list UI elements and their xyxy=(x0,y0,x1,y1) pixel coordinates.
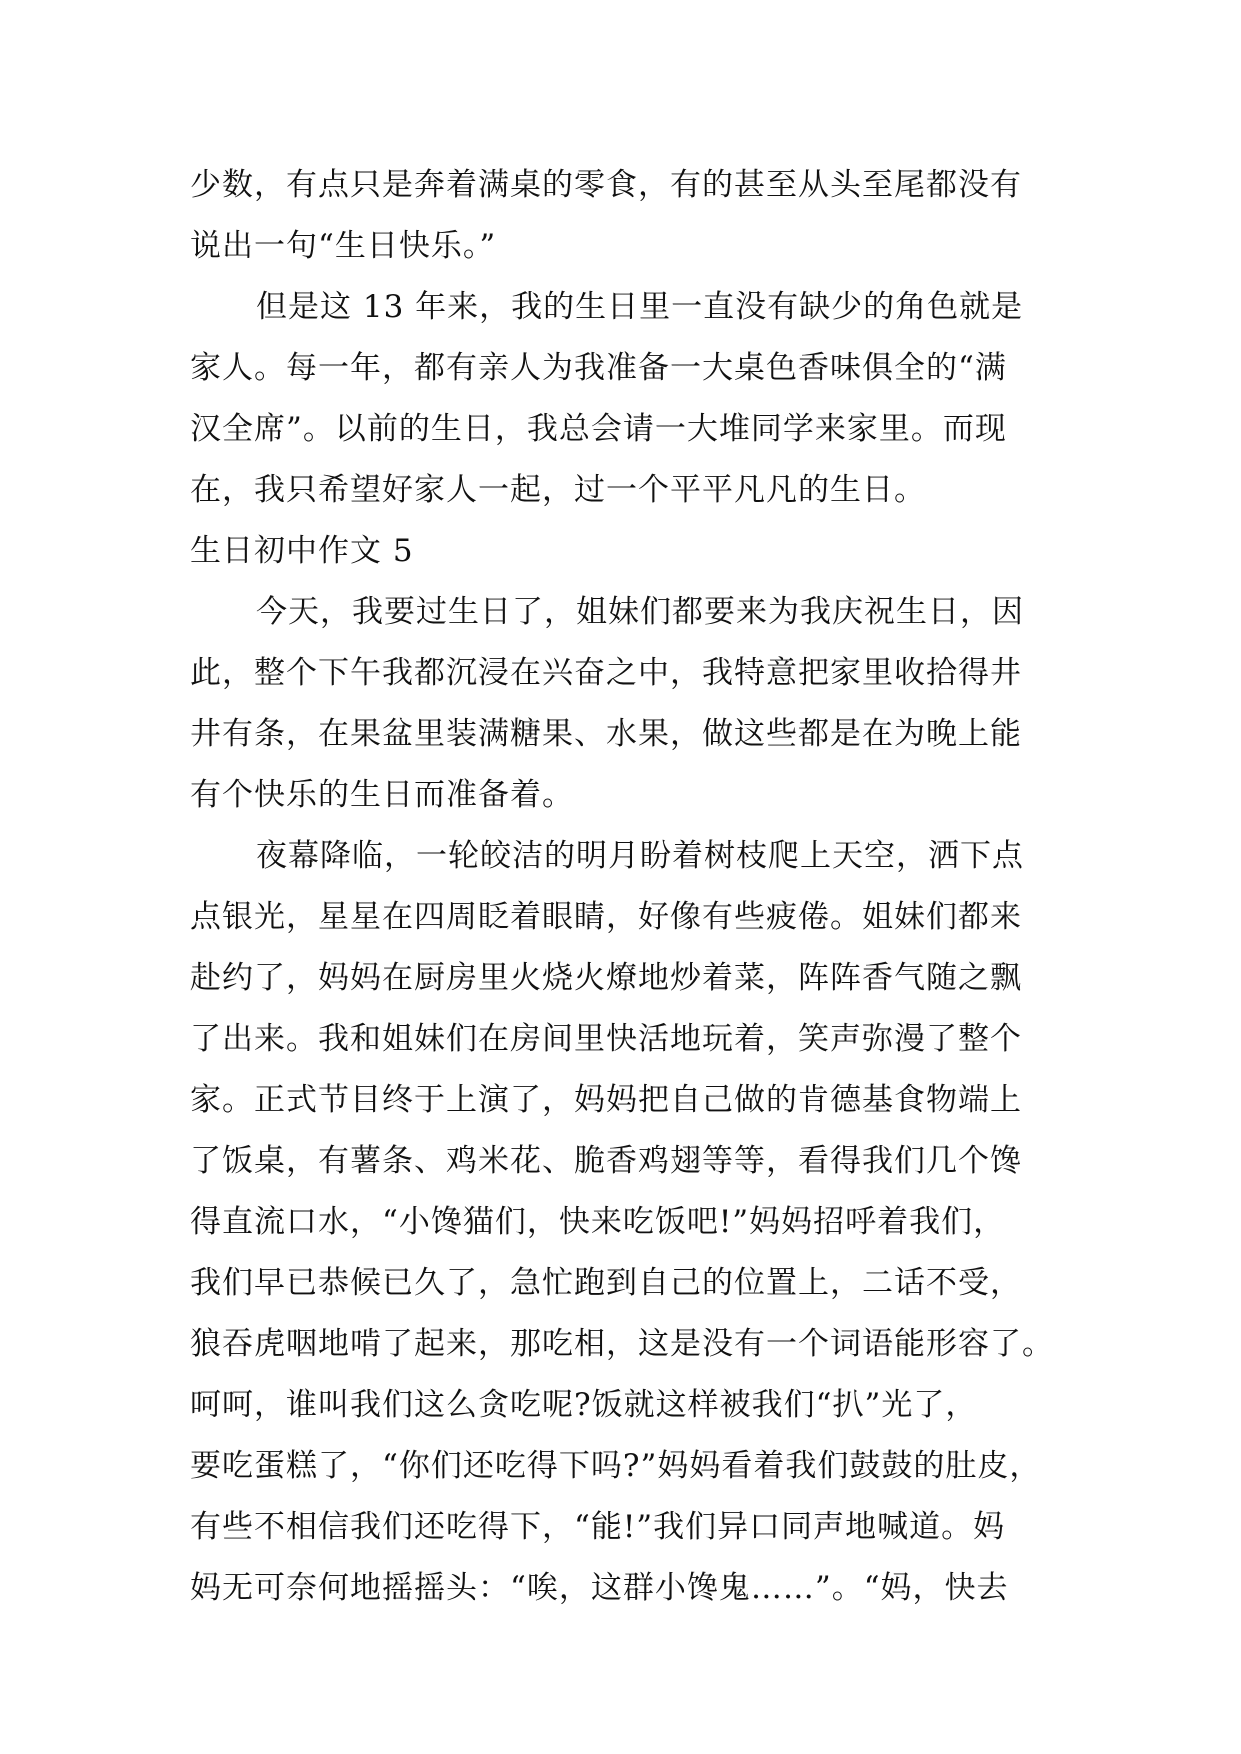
document-body xyxy=(190,155,1052,1619)
section-heading: 生日初中作文 5 xyxy=(190,533,414,569)
text-line: 井有条，在果盆里装满糖果、水果，做这些都是在为晚上能 xyxy=(190,716,1022,752)
text-line: 了饭桌，有薯条、鸡米花、脆香鸡翅等等，看得我们几个馋 xyxy=(190,1143,1022,1179)
text-line: 家。正式节目终于上演了，妈妈把自己做的肯德基食物端上 xyxy=(190,1082,1022,1118)
text-line: 点银光，星星在四周眨着眼睛，好像有些疲倦。姐妹们都来 xyxy=(190,899,1022,935)
text-line: 汉全席”。以前的生日，我总会请一大堆同学来家里。而现 xyxy=(190,411,1007,447)
text-line: 狼吞虎咽地啃了起来，那吃相，这是没有一个词语能形容了。 xyxy=(190,1326,1054,1362)
text-line: 此，整个下午我都沉浸在兴奋之中，我特意把家里收拾得井 xyxy=(190,655,1022,691)
text-line: 得直流口水，“小馋猫们，快来吃饭吧!”妈妈招呼着我们， xyxy=(190,1204,1006,1240)
text-line: 家人。每一年，都有亲人为我准备一大桌色香味俱全的“满 xyxy=(190,350,1007,386)
text-line: 妈无可奈何地摇摇头：“唉，这群小馋鬼……”。“妈，快去 xyxy=(190,1570,1009,1606)
paragraph-start-line: 今天，我要过生日了，姐妹们都要来为我庆祝生日，因 xyxy=(256,594,1024,630)
text-line: 呵呵，谁叫我们这么贪吃呢?饭就这样被我们“扒”光了， xyxy=(190,1387,978,1423)
paragraph-start-line: 但是这 13 年来，我的生日里一直没有缺少的角色就是 xyxy=(256,289,1024,325)
text-line: 了出来。我和姐妹们在房间里快活地玩着，笑声弥漫了整个 xyxy=(190,1021,1022,1057)
text-line: 在，我只希望好家人一起，过一个平平凡凡的生日。 xyxy=(190,472,926,508)
text-line: 有个快乐的生日而准备着。 xyxy=(190,777,574,813)
text-line: 有些不相信我们还吃得下，“能!”我们异口同声地喊道。妈 xyxy=(190,1509,1006,1545)
text-line: 要吃蛋糕了，“你们还吃得下吗?”妈妈看着我们鼓鼓的肚皮， xyxy=(190,1448,1042,1484)
paragraph-start-line: 夜幕降临，一轮皎洁的明月盼着树枝爬上天空，洒下点 xyxy=(256,838,1024,874)
text-line: 说出一句“生日快乐。” xyxy=(190,228,497,264)
text-line: 少数，有点只是奔着满桌的零食，有的甚至从头至尾都没有 xyxy=(190,167,1022,203)
text-line: 我们早已恭候已久了，急忙跑到自己的位置上，二话不受， xyxy=(190,1265,1022,1301)
text-line: 赴约了，妈妈在厨房里火烧火燎地炒着菜，阵阵香气随之飘 xyxy=(190,960,1022,996)
